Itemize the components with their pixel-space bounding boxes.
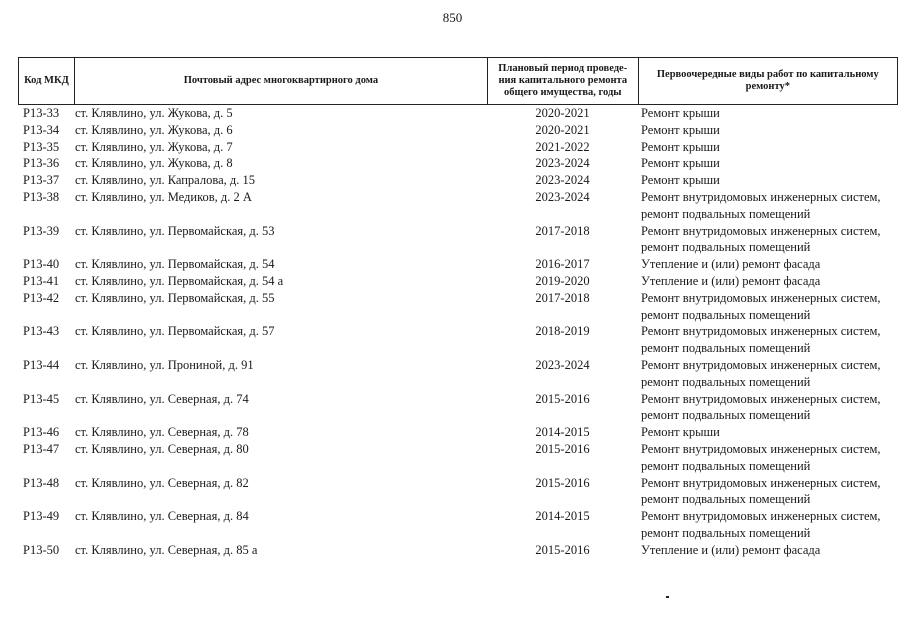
row-code: Р13-46	[23, 425, 60, 440]
row-works	[638, 105, 898, 122]
row-period: 2017-2018	[535, 223, 590, 238]
row-code: Р13-38	[23, 189, 60, 204]
header-period: Плановый период проведе-ния капитального ремонта общего имущества, годы	[487, 58, 638, 104]
row-address: ст. Клявлино, ул. Северная, д. 80	[75, 441, 249, 456]
table-row	[18, 508, 898, 542]
row-period: 2020-2021	[535, 106, 590, 120]
row-period: 2018-2019	[535, 324, 590, 339]
row-works-line: Ремонт крыши	[641, 173, 720, 188]
row-works	[638, 155, 898, 172]
row-works-line: Ремонт крыши	[641, 139, 720, 154]
table-row	[18, 122, 898, 139]
row-address: ст. Клявлино, ул. Капралова, д. 15	[75, 173, 255, 188]
row-works	[638, 139, 898, 156]
table-row	[18, 475, 898, 509]
row-works-line: ремонт подвальных помещений	[641, 374, 811, 389]
row-works-line: Ремонт внутридомовых инженерных систем,	[641, 357, 881, 372]
row-works	[638, 357, 898, 391]
row-period: 2020-2021	[535, 122, 590, 137]
row-code: Р13-49	[23, 509, 60, 524]
row-code: Р13-40	[23, 257, 60, 272]
row-works-line: Ремонт крыши	[641, 425, 720, 440]
row-period: 2021-2022	[535, 139, 590, 154]
row-works-line: Утепление и (или) ремонт фасада	[641, 257, 821, 272]
row-works	[638, 172, 898, 189]
table-row	[18, 139, 898, 156]
row-address: ст. Клявлино, ул. Жукова, д. 6	[75, 122, 233, 137]
row-works	[638, 256, 898, 273]
row-works-line: Ремонт крыши	[641, 122, 720, 137]
row-address: ст. Клявлино, ул. Первомайская, д. 54	[75, 257, 275, 272]
row-works-line: Ремонт внутридомовых инженерных систем,	[641, 324, 881, 339]
row-address: ст. Клявлино, ул. Северная, д. 78	[75, 425, 249, 440]
row-code: Р13-39	[23, 223, 60, 238]
row-address: ст. Клявлино, ул. Первомайская, д. 55	[75, 290, 275, 305]
row-period: 2015-2016	[535, 542, 590, 557]
row-period: 2023-2024	[535, 357, 590, 372]
row-code: Р13-48	[23, 475, 60, 490]
header-code: Код МКД	[24, 75, 69, 86]
row-code: Р13-47	[23, 441, 60, 456]
row-works-line: ремонт подвальных помещений	[641, 240, 811, 255]
row-works-line: Утепление и (или) ремонт фасада	[641, 542, 821, 557]
row-works-line: Ремонт внутридомовых инженерных систем,	[641, 475, 881, 490]
row-works-line: ремонт подвальных помещений	[641, 458, 811, 473]
table-row	[18, 223, 898, 257]
row-period: 2023-2024	[535, 189, 590, 204]
row-address: ст. Клявлино, ул. Прониной, д. 91	[75, 357, 254, 372]
row-code: Р13-35	[23, 139, 60, 154]
row-code: Р13-37	[23, 173, 60, 188]
table-row	[18, 391, 898, 425]
table-row	[18, 155, 898, 172]
row-address: ст. Клявлино, ул. Первомайская, д. 57	[75, 324, 275, 339]
row-code: Р13-42	[23, 290, 60, 305]
row-works	[638, 542, 898, 559]
row-period: 2015-2016	[535, 391, 590, 406]
row-works-line: Ремонт внутридомовых инженерных систем,	[641, 391, 881, 406]
row-works-line: Ремонт крыши	[641, 156, 720, 171]
row-works-line: Ремонт внутридомовых инженерных систем,	[641, 189, 881, 204]
table-row	[18, 424, 898, 441]
row-works	[638, 323, 898, 357]
row-works	[638, 391, 898, 425]
table-row	[18, 256, 898, 273]
row-works	[638, 189, 898, 223]
table-row	[18, 189, 898, 223]
row-period: 2016-2017	[535, 257, 590, 272]
row-period: 2017-2018	[535, 290, 590, 305]
row-works	[638, 508, 898, 542]
row-works-line: Ремонт внутридомовых инженерных систем,	[641, 290, 881, 305]
row-address: ст. Клявлино, ул. Жукова, д. 5	[75, 106, 233, 120]
row-address: ст. Клявлино, ул. Первомайская, д. 53	[75, 223, 275, 238]
row-period: 2014-2015	[535, 425, 590, 440]
row-period: 2023-2024	[535, 173, 590, 188]
header-address: Почтовый адрес многоквартирного дома	[74, 58, 487, 104]
row-period: 2015-2016	[535, 475, 590, 490]
row-address: ст. Клявлино, ул. Северная, д. 84	[75, 509, 249, 524]
row-address: ст. Клявлино, ул. Северная, д. 82	[75, 475, 249, 490]
row-works-line: Ремонт внутридомовых инженерных систем,	[641, 441, 881, 456]
scan-speck	[666, 596, 669, 598]
row-works-line: Ремонт внутридомовых инженерных систем,	[641, 223, 881, 238]
table-row	[18, 323, 898, 357]
row-works-line: Ремонт внутридомовых инженерных систем,	[641, 509, 881, 524]
row-period: 2015-2016	[535, 441, 590, 456]
row-works	[638, 441, 898, 475]
table-row	[18, 441, 898, 475]
row-works	[638, 122, 898, 139]
table-row	[18, 105, 898, 122]
row-code: Р13-36	[23, 156, 60, 171]
row-works	[638, 424, 898, 441]
row-address: ст. Клявлино, ул. Северная, д. 85 а	[75, 542, 258, 557]
table-row	[18, 172, 898, 189]
row-works	[638, 290, 898, 324]
row-address: ст. Клявлино, ул. Первомайская, д. 54 а	[75, 273, 284, 288]
row-works-line: ремонт подвальных помещений	[641, 408, 811, 423]
row-code: Р13-34	[23, 122, 60, 137]
row-works-line: ремонт подвальных помещений	[641, 307, 811, 322]
row-period: 2019-2020	[535, 273, 590, 288]
table-row	[18, 542, 898, 559]
header-works: Первоочередные виды работ по капитальному ремонту*	[638, 58, 897, 104]
row-code: Р13-33	[23, 106, 60, 120]
row-works-line: Утепление и (или) ремонт фасада	[641, 273, 821, 288]
table-row	[18, 290, 898, 324]
row-code: Р13-44	[23, 357, 60, 372]
page-number: 850	[442, 10, 463, 25]
table-row	[18, 273, 898, 290]
row-code: Р13-41	[23, 273, 60, 288]
table-row	[18, 357, 898, 391]
row-address: ст. Клявлино, ул. Северная, д. 74	[75, 391, 249, 406]
row-code: Р13-43	[23, 324, 60, 339]
row-address: ст. Клявлино, ул. Жукова, д. 8	[75, 156, 233, 171]
row-period: 2023-2024	[535, 156, 590, 171]
row-period: 2014-2015	[535, 509, 590, 524]
row-works-line: ремонт подвальных помещений	[641, 341, 811, 356]
capital-repair-table	[18, 57, 898, 559]
row-code: Р13-50	[23, 542, 60, 557]
row-address: ст. Клявлино, ул. Жукова, д. 7	[75, 139, 233, 154]
row-address: ст. Клявлино, ул. Медиков, д. 2 А	[75, 189, 252, 204]
row-works-line: ремонт подвальных помещений	[641, 206, 811, 221]
row-code: Р13-45	[23, 391, 60, 406]
table-body	[18, 105, 898, 559]
table-header	[18, 57, 898, 105]
row-works	[638, 475, 898, 509]
row-works-line: Ремонт крыши	[641, 106, 720, 120]
row-works-line: ремонт подвальных помещений	[641, 525, 811, 540]
row-works	[638, 273, 898, 290]
row-works	[638, 223, 898, 257]
row-works-line: ремонт подвальных помещений	[641, 492, 811, 507]
